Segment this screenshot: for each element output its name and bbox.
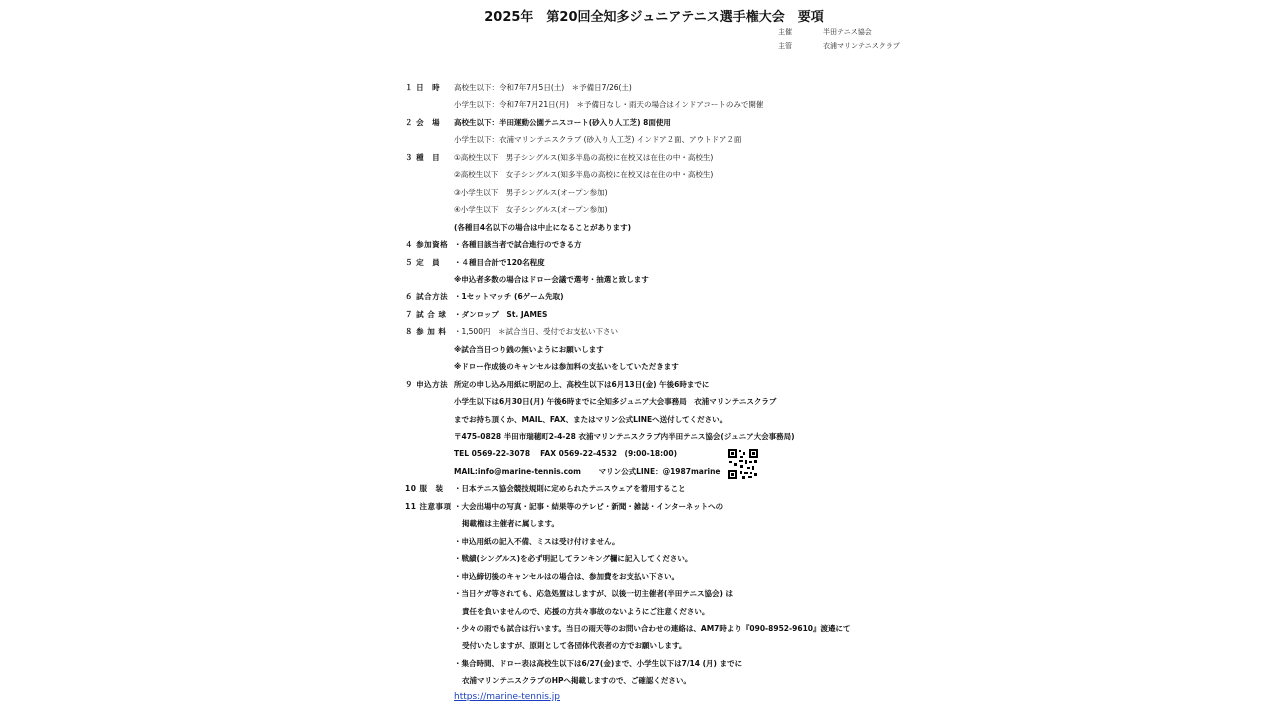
document-title: 2025年 第20回全知多ジュニアテニス選手権大会 要項 <box>484 10 824 25</box>
item-text: ・大会出場中の写真・記事・結果等のテレビ・新聞・雑誌・インターネットへの <box>454 502 724 511</box>
item-text: ・申込締切後のキャンセルはの場合は、参加費をお支払い下さい。 <box>454 572 679 581</box>
item-text: ※申込者多数の場合はドロー会議で選考・抽選と致します <box>454 275 649 284</box>
item-text: (各種目4名以下の場合は中止になることがあります) <box>454 223 632 232</box>
item-text: ④小学生以下 女子シングルス(オープン参加) <box>454 205 608 214</box>
item-number: 10 服 装 <box>405 484 444 493</box>
item-text: MAIL:info@marine-tennis.com マリン公式LINE：@1987marine <box>454 467 721 476</box>
qr-code-icon <box>727 448 759 480</box>
item-number: ４ 参加資格 <box>405 240 449 249</box>
website-link[interactable]: https://marine-tennis.jp <box>454 692 560 702</box>
item-text: ・戦績(シングルス)を必ず明記してランキング欄に記入してください。 <box>454 554 693 563</box>
item-number: ５ 定 員 <box>405 258 441 267</box>
item-number: ２ 会 場 <box>405 118 441 127</box>
item-text: ③小学生以下 男子シングルス(オープン参加) <box>454 188 608 197</box>
item-text: ・４種目合計で120名程度 <box>454 258 545 267</box>
item-text: 小学生以下：令和7年7月21日(月) ＊予備日なし・雨天の場合はインドアコートのみで開催 <box>454 100 764 109</box>
item-number: ８ 参 加 料 <box>405 327 447 336</box>
item-text: 高校生以下：半田運動公園テニスコート(砂入り人工芝) 8面使用 <box>454 118 671 127</box>
host-name: 衣浦マリンテニスクラブ <box>823 42 900 50</box>
item-text: 掲載権は主催者に属します。 <box>462 519 559 528</box>
item-text: 衣浦マリンテニスクラブのHPへ掲載しますので、ご確認ください。 <box>462 676 691 685</box>
item-text: ・日本テニス協会競技規則に定められたテニスウェアを着用すること <box>454 484 686 493</box>
item-text: ※試合当日つり銭の無いようにお願いします <box>454 345 604 354</box>
item-text: 〒475-0828 半田市瑞穂町2-4-28 衣浦マリンテニスクラブ内半田テニス協会(ジュニア大会事務局) <box>454 432 795 441</box>
item-text: 小学生以下は6月30日(月) 午後6時までに全知多ジュニア大会事務局 衣浦マリンテニスクラブ <box>454 397 777 406</box>
item-number: 11 注意事項 <box>405 502 452 511</box>
item-number: １ 日 時 <box>405 83 441 92</box>
organizer-label: 主催 <box>778 28 792 36</box>
item-text: ・当日ケガ等されても、応急処置はしますが、以後一切主催者(半田テニス協会) は <box>454 589 734 598</box>
item-text: ・ダンロップ St. JAMES <box>454 310 548 319</box>
item-text: 受付いたしますが、原則として各団体代表者の方でお願いします。 <box>462 641 687 650</box>
item-text: ①高校生以下 男子シングルス(知多半島の高校に在校又は在住の中・高校生) <box>454 153 714 162</box>
item-text: ・各種目該当者で試合進行のできる方 <box>454 240 582 249</box>
item-text: ・集合時間、ドロー表は高校生以下は6/27(金)まで、小学生以下は7/14 (月) までに <box>454 659 743 668</box>
item-text: 責任を負いませんので、応援の方共々事故のないようにご注意ください。 <box>462 607 710 616</box>
item-text: 高校生以下：令和7年7月5日(土) ＊予備日7/26(土) <box>454 83 632 92</box>
organizer-name: 半田テニス協会 <box>823 28 872 36</box>
item-text: TEL 0569-22-3078 FAX 0569-22-4532 (9:00-18:00) <box>454 449 678 458</box>
item-text: ※ドロー作成後のキャンセルは参加料の支払いをしていただきます <box>454 362 679 371</box>
item-text: ・1セットマッチ (6ゲーム先取) <box>454 292 564 301</box>
item-number: ９ 申込方法 <box>405 380 449 389</box>
item-text: ・1,500円 ＊試合当日、受付でお支払い下さい <box>454 327 618 336</box>
item-text: ・少々の雨でも試合は行います。当日の雨天等のお問い合わせの連絡は、AM7時より『090-8952-9610』渡邉にて <box>454 624 851 633</box>
item-number: ３ 種 目 <box>405 153 441 162</box>
item-text: 所定の申し込み用紙に明記の上、高校生以下は6月13日(金) 午後6時までに <box>454 380 710 389</box>
item-text: ②高校生以下 女子シングルス(知多半島の高校に在校又は在住の中・高校生) <box>454 170 714 179</box>
item-number: ７ 試 合 球 <box>405 310 447 319</box>
item-text: ・申込用紙の記入不備、ミスは受け付けません。 <box>454 537 620 546</box>
item-text: までお持ち頂くか、MAIL、FAX、またはマリン公式LINEへ送付してください。 <box>454 415 728 424</box>
item-number: ６ 試合方法 <box>405 292 449 301</box>
host-label: 主管 <box>778 42 792 50</box>
item-text: 小学生以下：衣浦マリンテニスクラブ (砂入り人工芝) インドア２面、アウトドア２面 <box>454 135 742 144</box>
